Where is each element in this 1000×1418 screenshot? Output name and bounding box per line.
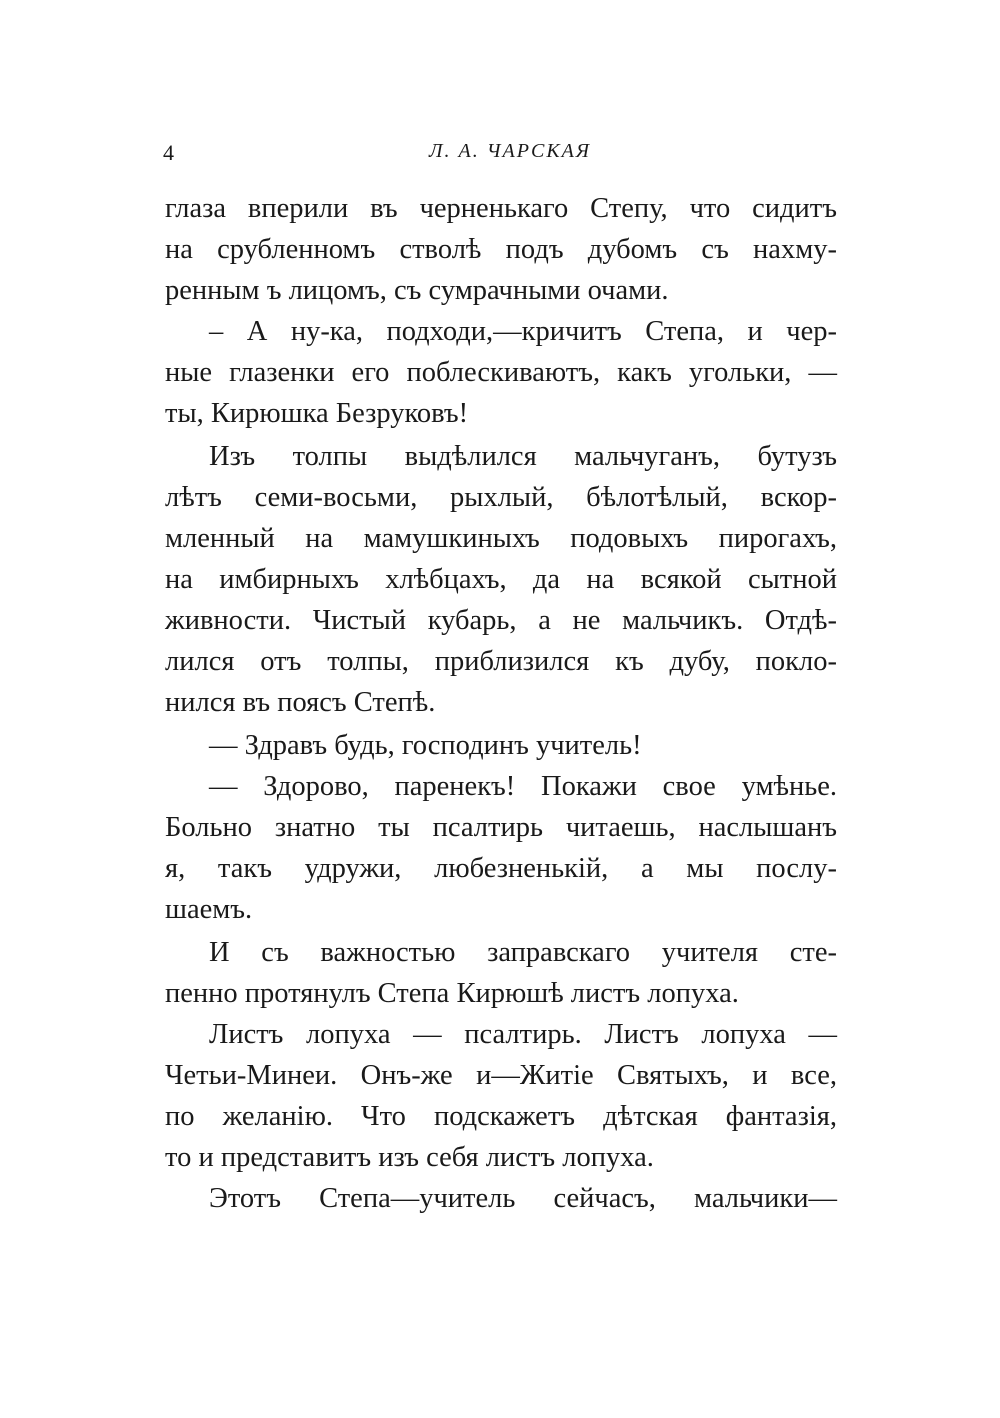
text-line: по желанію. Что подскажетъ дѣтская фантазія, (165, 1101, 837, 1132)
text-line: нился въ поясъ Степѣ. (165, 687, 436, 718)
running-title: Л. А. ЧАРСКАЯ (429, 140, 591, 162)
text-line: ты, Кирюшка Безруковъ! (165, 398, 469, 429)
page-number: 4 (163, 140, 174, 165)
text-line: на имбирныхъ хлѣбцахъ, да на всякой сытной (165, 564, 837, 595)
text-line: лѣтъ семи-восьми, рыхлый, бѣлотѣлый, вскор- (165, 482, 837, 513)
text-line: ренным ъ лицомъ, съ сумрачными очами. (165, 275, 669, 306)
page-body (165, 188, 837, 1219)
text-line: Больно знатно ты псалтирь читаешь, наслышанъ (165, 812, 837, 843)
text-line: Четьи-Минеи. Онъ-же и—Житіе Святыхъ, и все, (165, 1060, 837, 1091)
text-line: ные глазенки его поблескиваютъ, какъ угольки, — (165, 357, 837, 388)
text-line: лился отъ толпы, приблизился къ дубу, покло- (165, 646, 837, 677)
text-line: – А ну-ка, подходи,—кричитъ Степа, и чер- (209, 316, 837, 347)
text-line: пенно протянулъ Степа Кирюшѣ листъ лопуха. (165, 978, 739, 1009)
text-line: я, такъ удружи, любезненькій, а мы послу- (165, 853, 837, 884)
text-line: глаза вперили въ черненькаго Степу, что сидитъ (165, 193, 837, 224)
text-line: И съ важностью заправскаго учителя сте- (209, 937, 837, 968)
text-line: живности. Чистый кубарь, а не мальчикъ. Отдѣ- (165, 605, 837, 636)
text-line: Изъ толпы выдѣлился мальчуганъ, бутузъ (209, 441, 837, 472)
text-line: — Здравъ будь, господинъ учитель! (209, 730, 642, 761)
text-line: — Здорово, паренекъ! Покажи свое умѣнье. (209, 771, 837, 802)
text-line: Этотъ Степа—учитель сейчасъ, мальчики— (209, 1183, 837, 1214)
text-line: Листъ лопуха — псалтирь. Листъ лопуха — (209, 1019, 837, 1050)
text-line: на срубленномъ стволѣ подъ дубомъ съ нахму- (165, 234, 837, 265)
text-line: мленный на мамушкиныхъ подовыхъ пирогахъ, (165, 523, 837, 554)
text-line: шаемъ. (165, 894, 253, 925)
text-line: то и представитъ изъ себя листъ лопуха. (165, 1142, 654, 1173)
